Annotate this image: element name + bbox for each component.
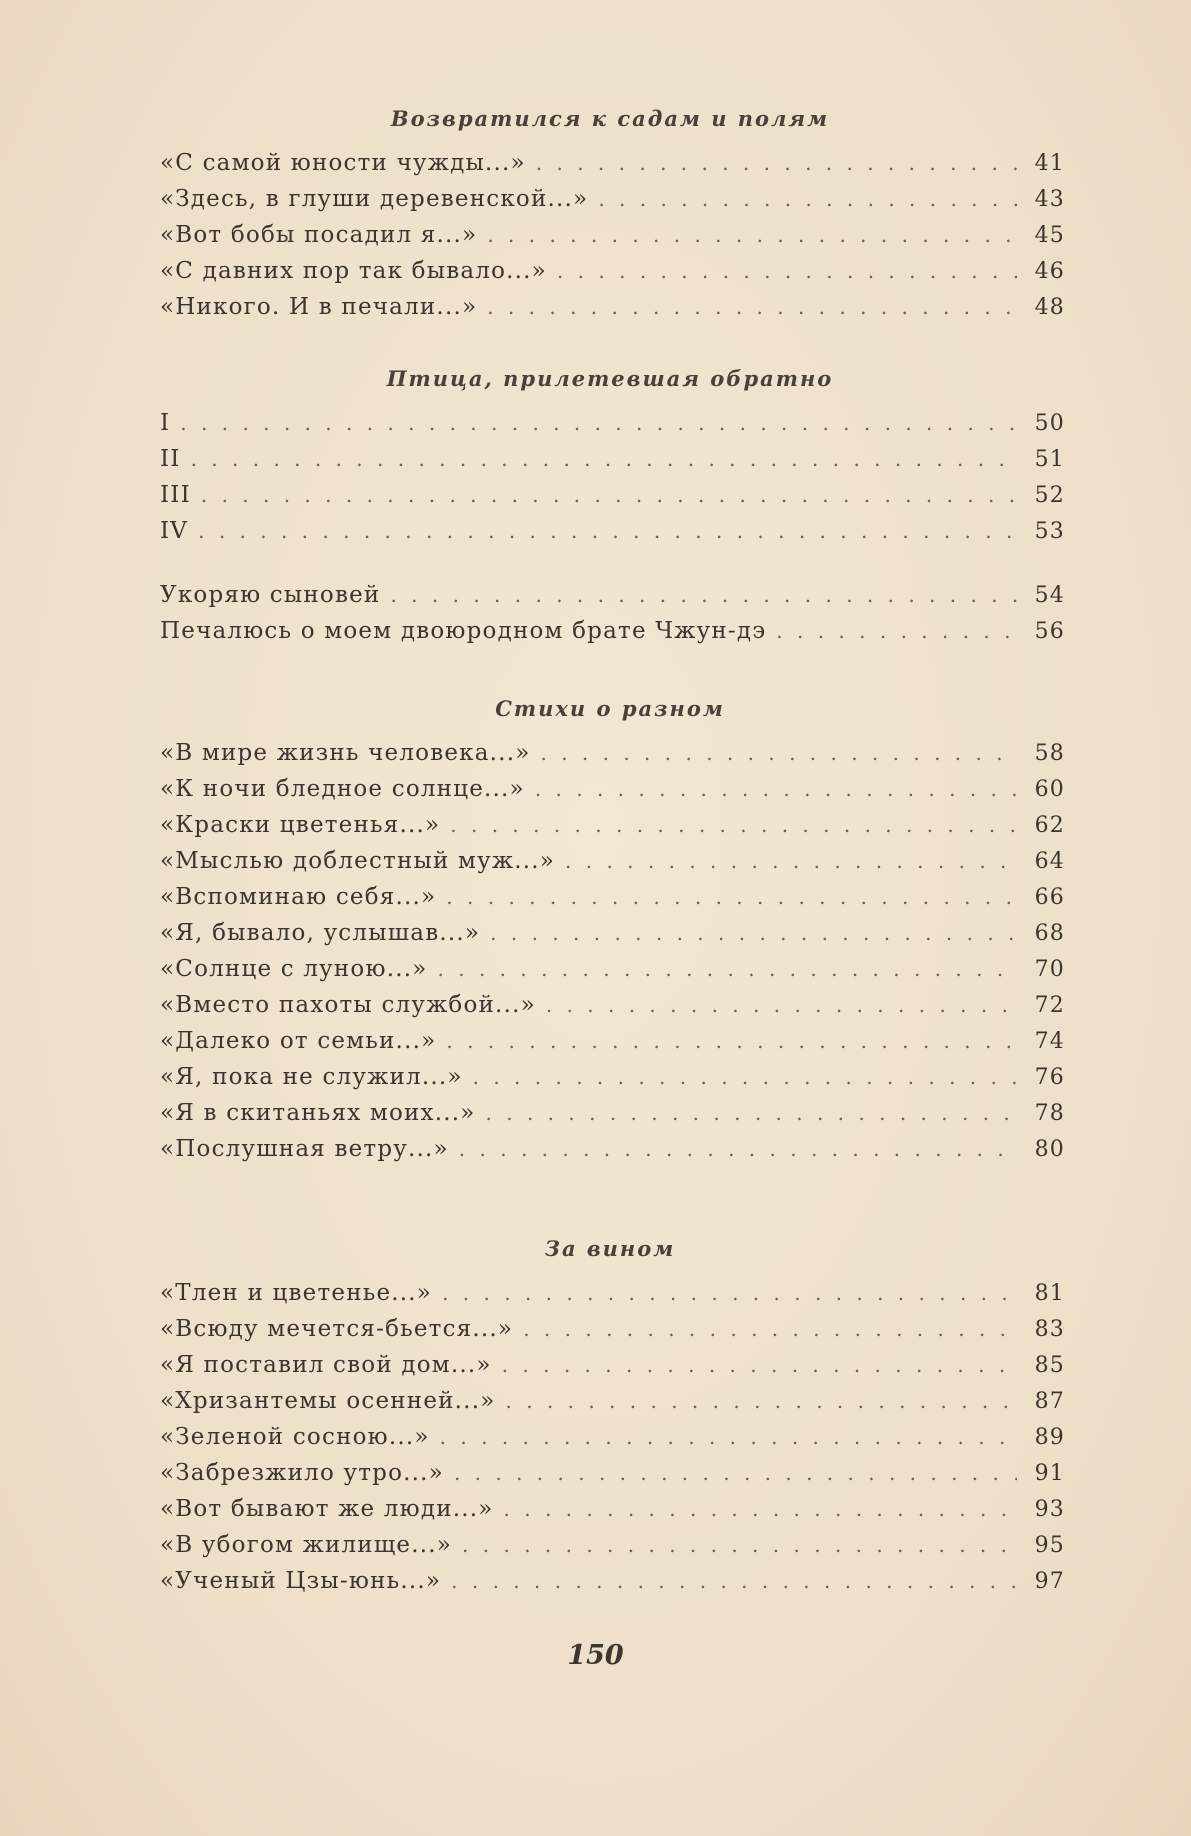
toc-entry: [160, 1532, 1065, 1562]
dot-leader: [462, 1533, 1017, 1557]
entry-page: 95: [1034, 1533, 1065, 1558]
entry-page: 91: [1034, 1461, 1065, 1486]
entry-title: I: [160, 410, 171, 436]
entry-title: II: [160, 446, 181, 472]
dot-leader: [438, 957, 1017, 981]
dot-leader: [535, 777, 1017, 801]
entry-page: 56: [1034, 619, 1065, 644]
entry-title: «Ученый Цзы-юнь...»: [160, 1568, 442, 1594]
toc-entry: [160, 1388, 1065, 1418]
entry-page: 83: [1034, 1317, 1065, 1342]
toc-entry: [160, 150, 1065, 180]
toc-entry: [160, 740, 1065, 770]
toc-entry: [160, 1568, 1065, 1598]
toc-entry: [160, 1100, 1065, 1130]
toc-entry: [160, 618, 1065, 648]
toc-entry: [160, 1424, 1065, 1454]
entry-title: «Никого. И в печали...»: [160, 294, 478, 320]
entry-page: 62: [1034, 813, 1065, 838]
entry-page: 87: [1034, 1389, 1065, 1414]
dot-leader: [776, 619, 1017, 643]
entry-page: 70: [1034, 957, 1065, 982]
entry-title: «С самой юности чужды...»: [160, 150, 526, 176]
entry-title: «Тлен и цветенье...»: [160, 1280, 433, 1306]
entry-title: «Забрезжило утро...»: [160, 1460, 444, 1486]
section-title: За вином: [544, 1236, 676, 1261]
entry-title: «К ночи бледное солнце...»: [160, 776, 525, 802]
toc-entry: [160, 1028, 1065, 1058]
entry-title: «Всюду мечется-бьется...»: [160, 1316, 514, 1342]
toc-entry: [160, 776, 1065, 806]
dot-leader: [557, 259, 1017, 283]
dot-leader: [523, 1317, 1017, 1341]
toc-entry: [160, 518, 1065, 548]
section-title: Возвратился к садам и полям: [390, 106, 830, 131]
dot-leader: [198, 519, 1017, 543]
dot-leader: [598, 187, 1017, 211]
entry-title: IV: [160, 518, 189, 544]
entry-page: 85: [1034, 1353, 1065, 1378]
entry-title: «Я поставил свой дом...»: [160, 1352, 492, 1378]
toc-entry: [160, 186, 1065, 216]
toc-entry: [160, 582, 1065, 612]
entry-title: «Я, бывало, услышав...»: [160, 920, 481, 946]
entry-title: Печалюсь о моем двоюродном брате Чжун-дэ: [160, 618, 767, 644]
dot-leader: [473, 1065, 1017, 1089]
entry-title: «Вот бобы посадил я...»: [160, 222, 478, 248]
entry-page: 72: [1034, 993, 1065, 1018]
dot-leader: [454, 1461, 1017, 1485]
toc-entry: [160, 258, 1065, 288]
entry-page: 45: [1034, 223, 1065, 248]
toc-entry: [160, 812, 1065, 842]
dot-leader: [201, 483, 1017, 507]
entry-page: 97: [1034, 1569, 1065, 1594]
toc-entry: [160, 992, 1065, 1022]
entry-page: 53: [1034, 519, 1065, 544]
toc-entry: [160, 446, 1065, 476]
entry-title: «В мире жизнь человека...»: [160, 740, 531, 766]
dot-leader: [446, 885, 1017, 909]
entry-title: «В убогом жилище...»: [160, 1532, 453, 1558]
entry-title: «Послушная ветру...»: [160, 1136, 449, 1162]
toc-entry: [160, 222, 1065, 252]
entry-title: III: [160, 482, 191, 508]
toc-entry: [160, 920, 1065, 950]
entry-title: «Зеленой сосною...»: [160, 1424, 430, 1450]
dot-leader: [442, 1281, 1017, 1305]
entry-title: «Мыслью доблестный муж...»: [160, 848, 556, 874]
toc-entry: [160, 956, 1065, 986]
dot-leader: [490, 921, 1017, 945]
entry-title: «Здесь, в глуши деревенской...»: [160, 186, 589, 212]
entry-page: 41: [1034, 151, 1065, 176]
entry-page: 81: [1034, 1281, 1065, 1306]
toc-entry: [160, 848, 1065, 878]
dot-leader: [540, 741, 1017, 765]
entry-page: 78: [1034, 1101, 1065, 1126]
entry-page: 51: [1034, 447, 1065, 472]
dot-leader: [546, 993, 1017, 1017]
toc-entry: [160, 884, 1065, 914]
dot-leader: [191, 447, 1017, 471]
section-title: Стихи о разном: [495, 696, 725, 721]
dot-leader: [502, 1353, 1017, 1377]
toc-entry: [160, 1316, 1065, 1346]
entry-title: «Солнце с луною...»: [160, 956, 428, 982]
entry-title: «С давних пор так бывало...»: [160, 258, 547, 284]
toc-entry: [160, 1460, 1065, 1490]
toc-entry: [160, 294, 1065, 324]
entry-page: 80: [1034, 1137, 1065, 1162]
entry-title: «Я в скитаньях моих...»: [160, 1100, 476, 1126]
entry-page: 50: [1034, 411, 1065, 436]
entry-page: 76: [1034, 1065, 1065, 1090]
entry-page: 93: [1034, 1497, 1065, 1522]
dot-leader: [390, 583, 1017, 607]
dot-leader: [486, 1101, 1017, 1125]
entry-page: 60: [1034, 777, 1065, 802]
dot-leader: [487, 223, 1017, 247]
section-title: Птица, прилетевшая обратно: [386, 366, 834, 391]
entry-page: 48: [1034, 295, 1065, 320]
toc-entry: [160, 482, 1065, 512]
dot-leader: [565, 849, 1017, 873]
dot-leader: [459, 1137, 1017, 1161]
dot-leader: [487, 295, 1017, 319]
dot-leader: [504, 1497, 1017, 1521]
toc-entry: [160, 1280, 1065, 1310]
entry-title: «Вместо пахоты службой...»: [160, 992, 536, 1018]
entry-page: 66: [1034, 885, 1065, 910]
entry-page: 64: [1034, 849, 1065, 874]
entry-title: «Вот бывают же люди...»: [160, 1496, 494, 1522]
dot-leader: [505, 1389, 1017, 1413]
toc-entry: [160, 1496, 1065, 1526]
dot-leader: [451, 1569, 1017, 1593]
entry-page: 43: [1034, 187, 1065, 212]
entry-page: 58: [1034, 741, 1065, 766]
entry-page: 74: [1034, 1029, 1065, 1054]
entry-title: «Вспоминаю себя...»: [160, 884, 437, 910]
dot-leader: [446, 1029, 1017, 1053]
dot-leader: [450, 813, 1017, 837]
toc-entry: [160, 1352, 1065, 1382]
entry-title: «Я, пока не служил...»: [160, 1064, 463, 1090]
entry-page: 68: [1034, 921, 1065, 946]
entry-page: 46: [1034, 259, 1065, 284]
entry-title: «Далеко от семьи...»: [160, 1028, 437, 1054]
entry-page: 54: [1034, 583, 1065, 608]
entry-page: 52: [1034, 483, 1065, 508]
dot-leader: [536, 151, 1017, 175]
page-number: 150: [567, 1640, 624, 1671]
dot-leader: [180, 411, 1017, 435]
entry-page: 89: [1034, 1425, 1065, 1450]
entry-title: «Хризантемы осенней...»: [160, 1388, 496, 1414]
entry-title: Укоряю сыновей: [160, 582, 381, 608]
toc-entry: [160, 1136, 1065, 1166]
toc-entry: [160, 1064, 1065, 1094]
toc-entry: [160, 410, 1065, 440]
entry-title: «Краски цветенья...»: [160, 812, 441, 838]
dot-leader: [440, 1425, 1017, 1449]
